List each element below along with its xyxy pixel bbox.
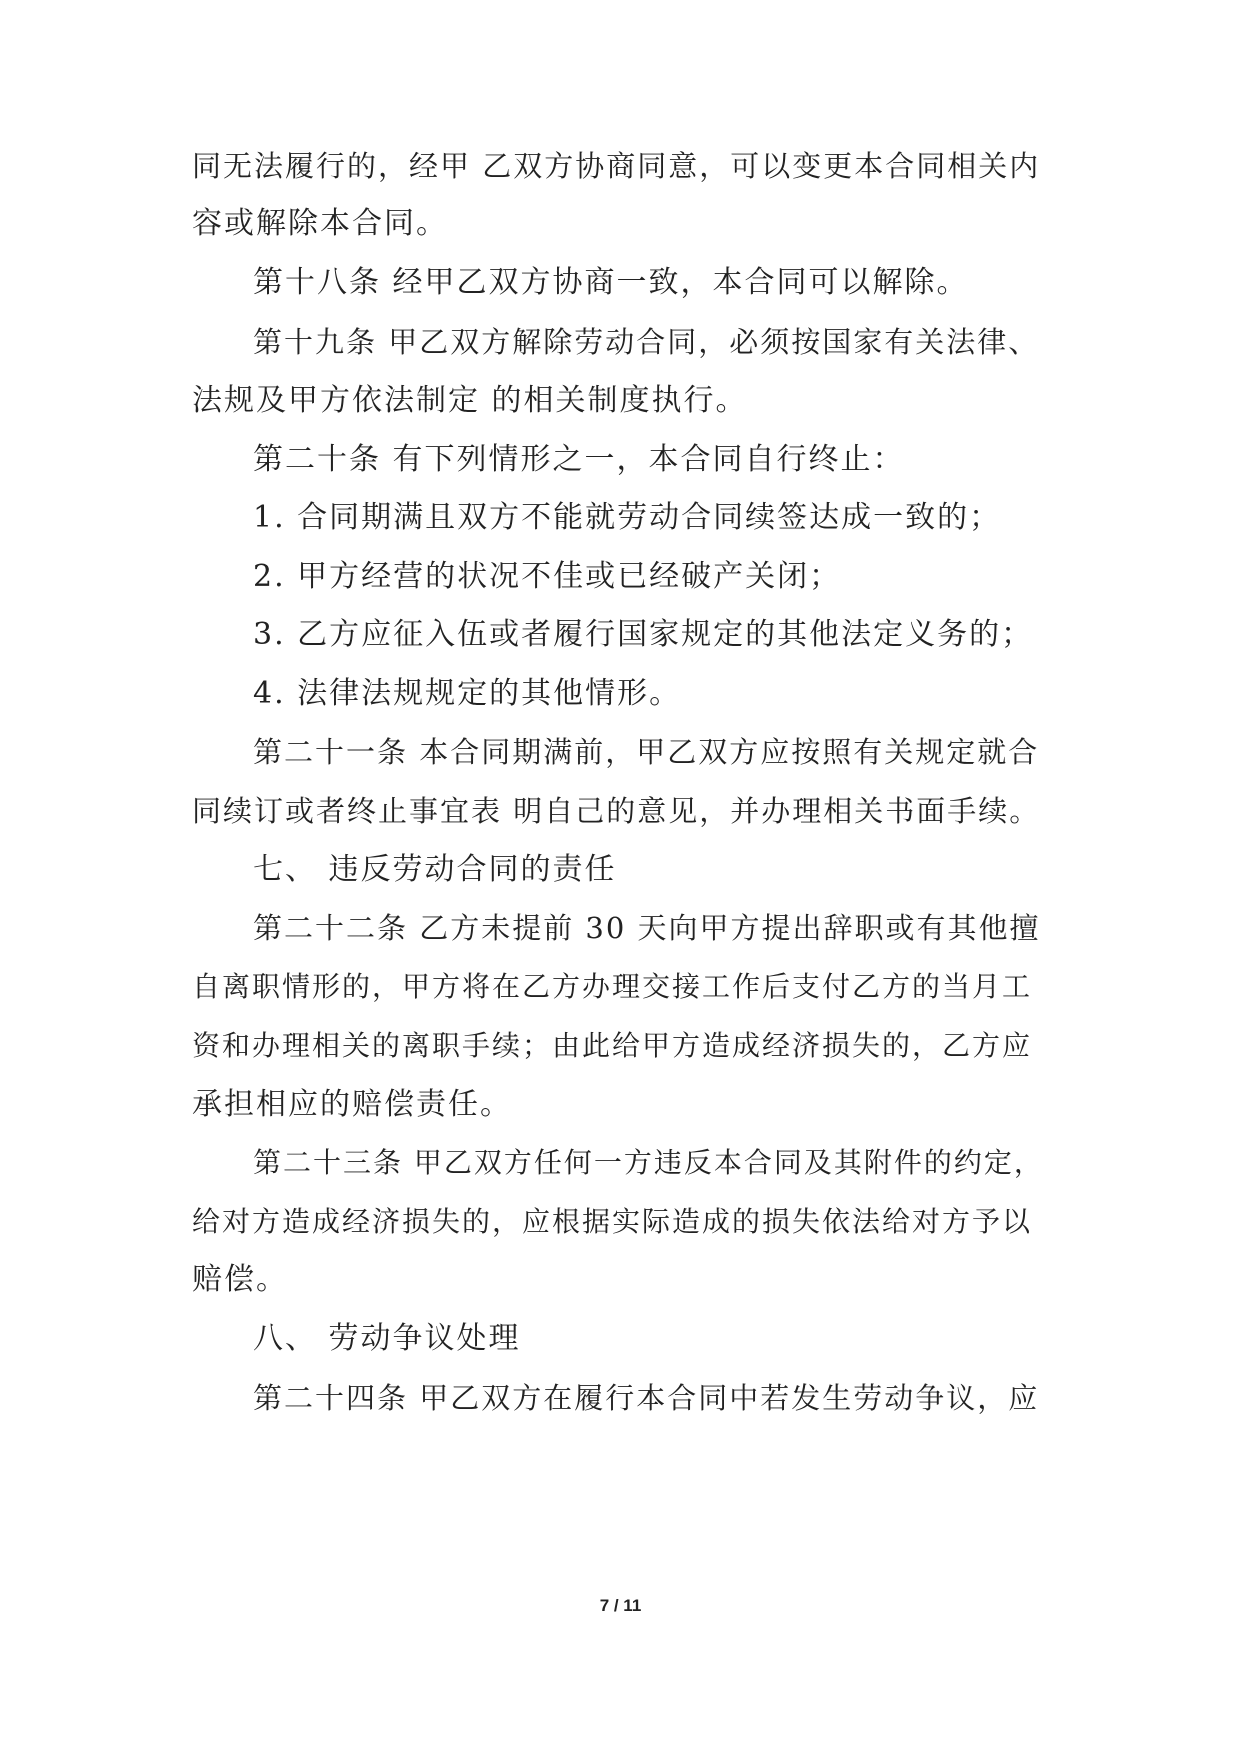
text-line: 容或解除本合同。 [192,206,448,241]
list-item: 4. 法律法规规定的其他情形。 [253,676,682,711]
clause-24: 第二十四条 甲乙双方在履行本合同中若发生劳动争议，应 [253,1381,1040,1415]
section-heading-7: 七、 违反劳动合同的责任 [253,852,617,887]
text-line: 法规及甲方依法制定 的相关制度执行。 [192,383,748,418]
list-item: 2. 甲方经营的状况不佳或已经破产关闭； [253,559,842,594]
clause-23: 第二十三条 甲乙双方任何一方违反本合同及其附件的约定， [253,1146,1044,1179]
list-item: 3. 乙方应征入伍或者履行国家规定的其他法定义务的； [253,617,1034,652]
clause-21: 第二十一条 本合同期满前，甲乙双方应按照有关规定就合 [253,735,1040,769]
text-line: 承担相应的赔偿责任。 [192,1087,512,1122]
section-heading-8: 八、 劳动争议处理 [253,1321,521,1356]
clause-18: 第十八条 经甲乙双方协商一致，本合同可以解除。 [253,265,969,300]
text-line: 给对方造成经济损失的，应根据实际造成的损失依法给对方予以 [192,1205,1033,1238]
text-line: 自离职情形的，甲方将在乙方办理交接工作后支付乙方的当月工 [192,970,1033,1003]
text-line: 同续订或者终止事宜表 明自己的意见，并办理相关书面手续。 [192,794,1041,828]
list-item: 1. 合同期满且双方不能就劳动合同续签达成一致的； [253,500,1002,535]
text-line: 资和办理相关的离职手续；由此给甲方造成经济损失的，乙方应 [192,1029,1033,1062]
text-line: 同无法履行的，经甲 乙双方协商同意，可以变更本合同相关内 [192,149,1041,183]
clause-22: 第二十二条 乙方未提前 30 天向甲方提出辞职或有其他擅 [253,911,1041,945]
clause-20: 第二十条 有下列情形之一，本合同自行终止： [253,442,905,477]
text-line: 赔偿。 [192,1262,288,1297]
clause-19: 第十九条 甲乙双方解除劳动合同，必须按国家有关法律、 [253,325,1040,359]
page-number: 7 / 11 [599,1596,642,1615]
